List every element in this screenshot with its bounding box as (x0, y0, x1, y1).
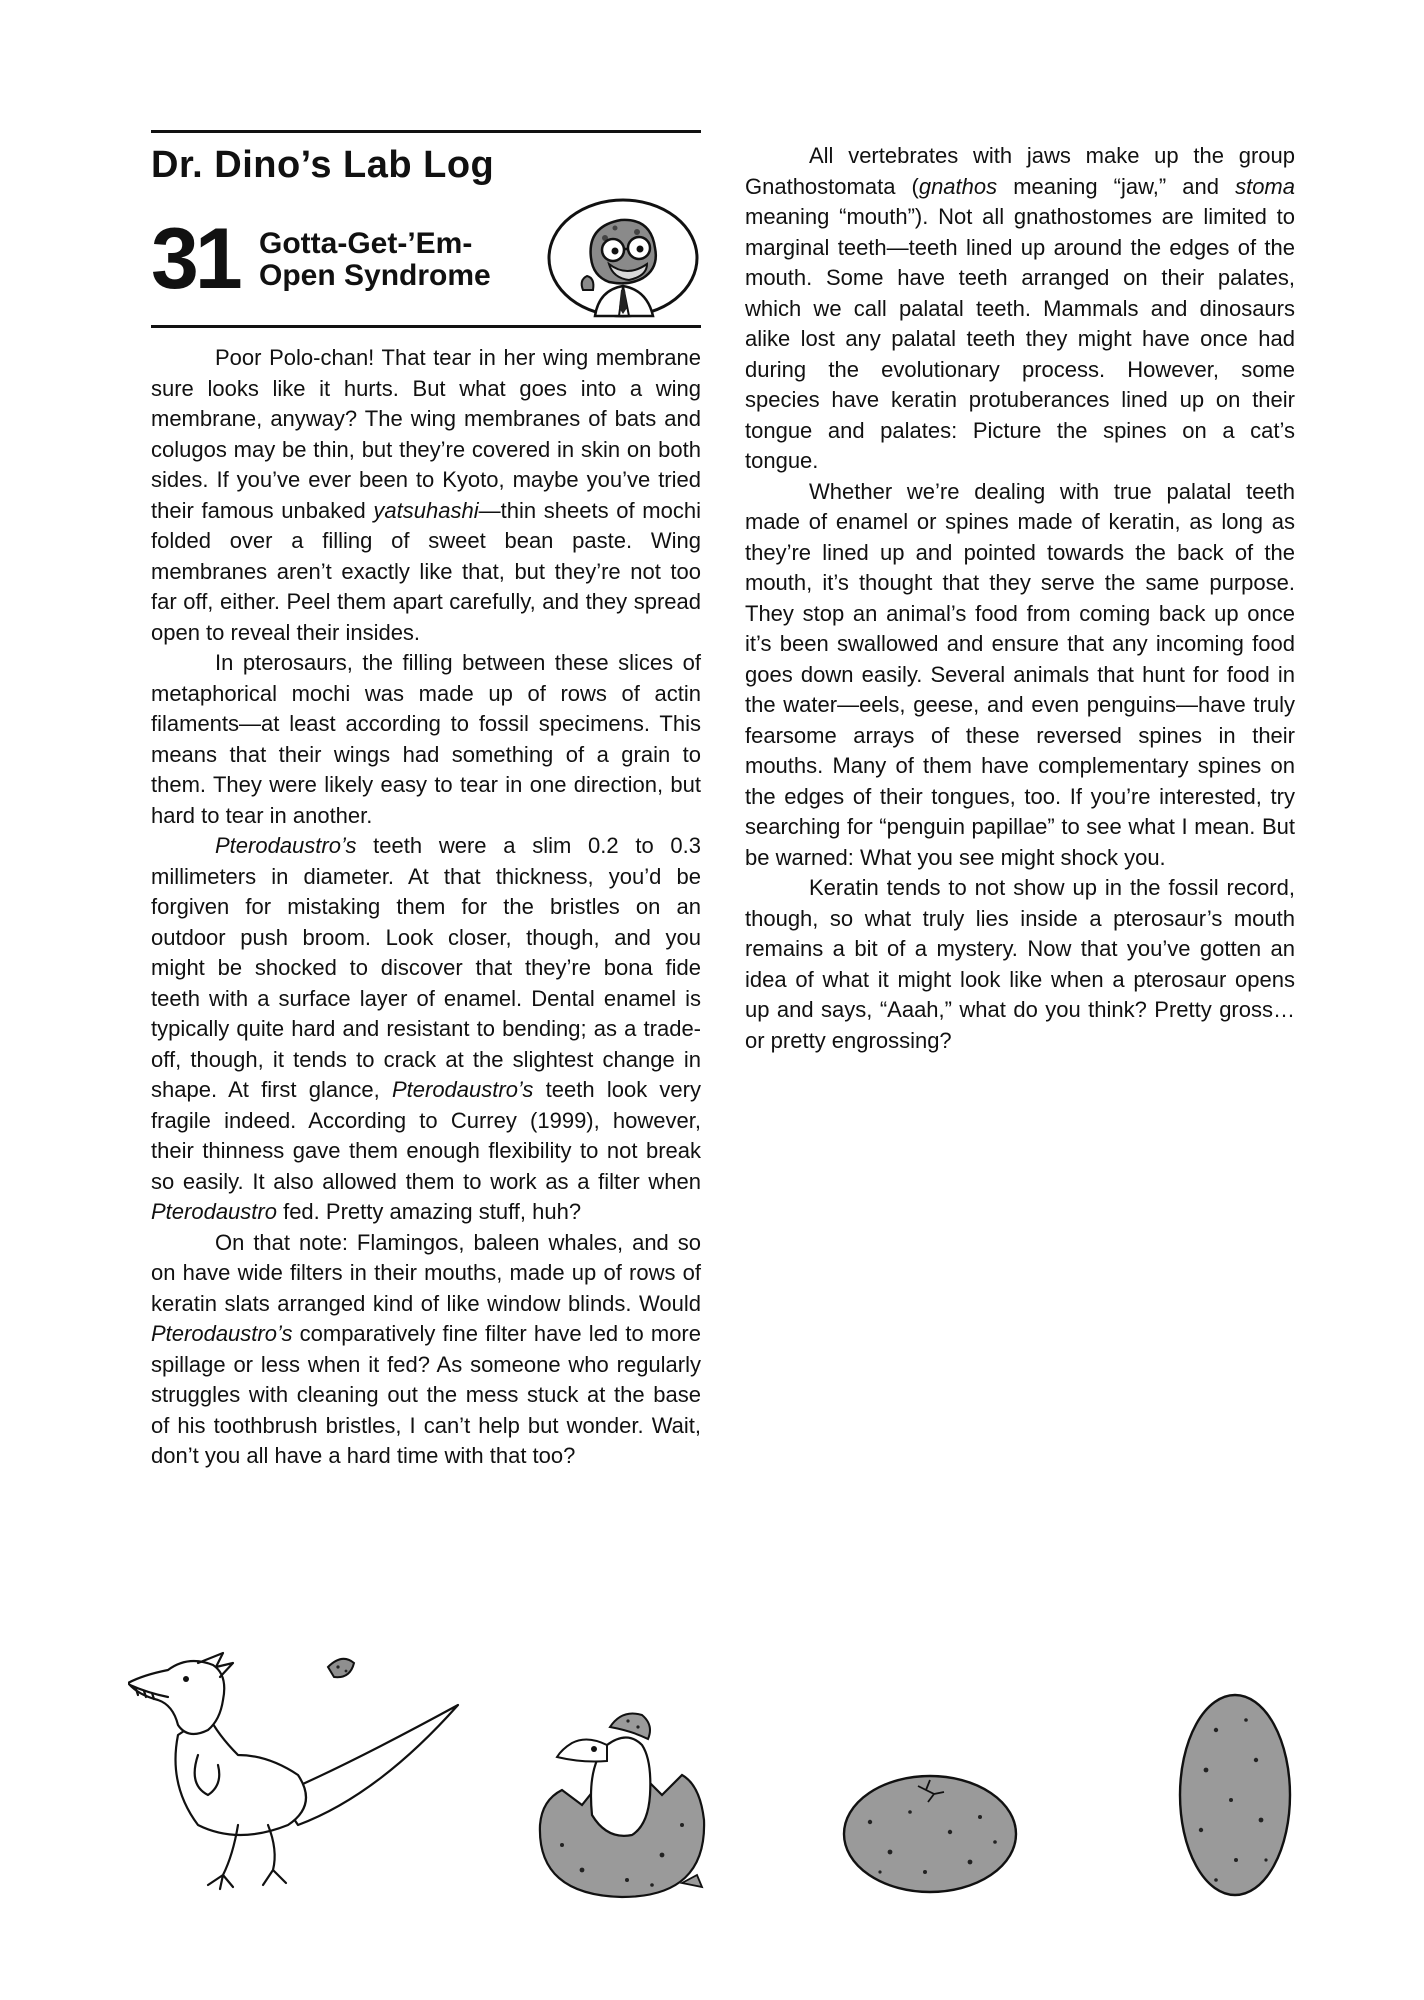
left-column (151, 343, 708, 1472)
upright-egg-icon (1176, 1690, 1294, 1900)
paragraph: In pterosaurs, the filling between these slices of metaphorical mochi was made up of rows of actin filaments—at least according to fossil specimens. This means that their wings had something of a grain to them. They were likely easy to tear in one direction, but hard to tear in another. (151, 650, 701, 828)
cracking-egg-icon (840, 1772, 1020, 1896)
header-rule-bottom (151, 325, 701, 328)
paragraph: On that note: Flamingos, baleen whales, and so on have wide filters in their mouths, made up of rows of keratin slats arranged kind of like window blinds. Would Pterodaustro’s comparatively fine filter have led to more spillage or less when it fed? As someone who regularly struggles with cleaning out the mess stuck at the base of his toothbrush bristles, I can’t help but wonder. Wait, don’t you all have a hard time with that too? (151, 1229, 708, 1468)
column-header (151, 130, 701, 328)
header-rule-top (151, 130, 701, 133)
paragraph: Pterodaustro’s teeth were a slim 0.2 to 0.3 millimeters in diameter. At that thickness, you’d be forgiven for mistaking them for the bristles on an outdoor push broom. Look closer, though, and you might be shocked to discover that they’re bona fide teeth with a surface layer of enamel. Dental enamel is typically quite hard and resistant to bending; as a trade-off, though, it tends to crack at the slightest change in shape. At first glance, Pterodaustro’s teeth look very fragile indeed. According to Currey (1999), however, their thinness gave them enough flexibility to not break so easily. It also allowed them to work as a filter when Pterodaustro fed. Pretty amazing stuff, huh? (151, 833, 708, 1224)
episode-title-line1: Gotta-Get-’Em- (259, 227, 473, 260)
raptor-adult-icon (128, 1645, 468, 1895)
paragraph: Whether we’re dealing with true palatal teeth made of enamel or spines made of keratin, as long as they’re lined up and pointed towards the back of the mouth, it’s thought that they serve the same purpose. They stop an animal’s food from coming back up once it’s been swallowed and ensure that any incoming food goes down easily. Several animals that hunt for food in the water—eels, geese, and even penguins—have truly fearsome arrays of these reversed spines in their mouths. Many of them have complementary spines on the edges of their tongues, too. If you’re interested, try searching for “penguin papillae” to see what I mean. But be warned: What you see might shock you. (745, 478, 1295, 870)
episode-number: 31 (151, 211, 239, 307)
episode-title-line2: Open Syndrome (259, 259, 491, 292)
paragraph: Poor Polo-chan! That tear in her wing membrane sure looks like it hurts. But what goes into a wing membrane, anyway? The wing membranes of bats and colugos may be thin, but they’re covered in skin on both sides. If you’ve ever been to Kyoto, maybe you’ve tried their famous unbaked yatsuhashi—thin sheets of mochi folded over a filling of sweet bean paste. Wing membranes aren’t exactly like that, but they’re not too far off, either. Peel them apart carefully, and they spread open to reveal their insides. (151, 345, 708, 645)
series-title: Dr. Dino’s Lab Log (151, 144, 495, 186)
paragraph: All vertebrates with jaws make up the group Gnathostomata (gnathos meaning “jaw,” and stoma meaning “mouth”). Not all gnathostomes are limited to marginal teeth—teeth lined up around the edges of the mouth. Some have teeth arranged on their palates, which we call palatal teeth. Mammals and dinosaurs alike lost any palatal teeth they might have once had during the evolutionary process. However, some species have keratin protuberances lined up on their tongue and palates: Picture the spines on a cat’s tongue. (745, 143, 1302, 473)
paragraph: Keratin tends to not show up in the fossil record, though, so what truly lies inside a pterosaur’s mouth remains a bit of a mystery. Now that you’ve gotten an idea of what it might look like when a pterosaur opens up and says, “Aaah,” what do you think? Pretty gross…or pretty engrossing? (745, 875, 1295, 1053)
episode-title (259, 228, 519, 292)
dr-dino-avatar-icon (543, 198, 703, 323)
raptor-hatchling-in-egg-icon (532, 1705, 732, 1901)
right-column (745, 141, 1302, 1056)
